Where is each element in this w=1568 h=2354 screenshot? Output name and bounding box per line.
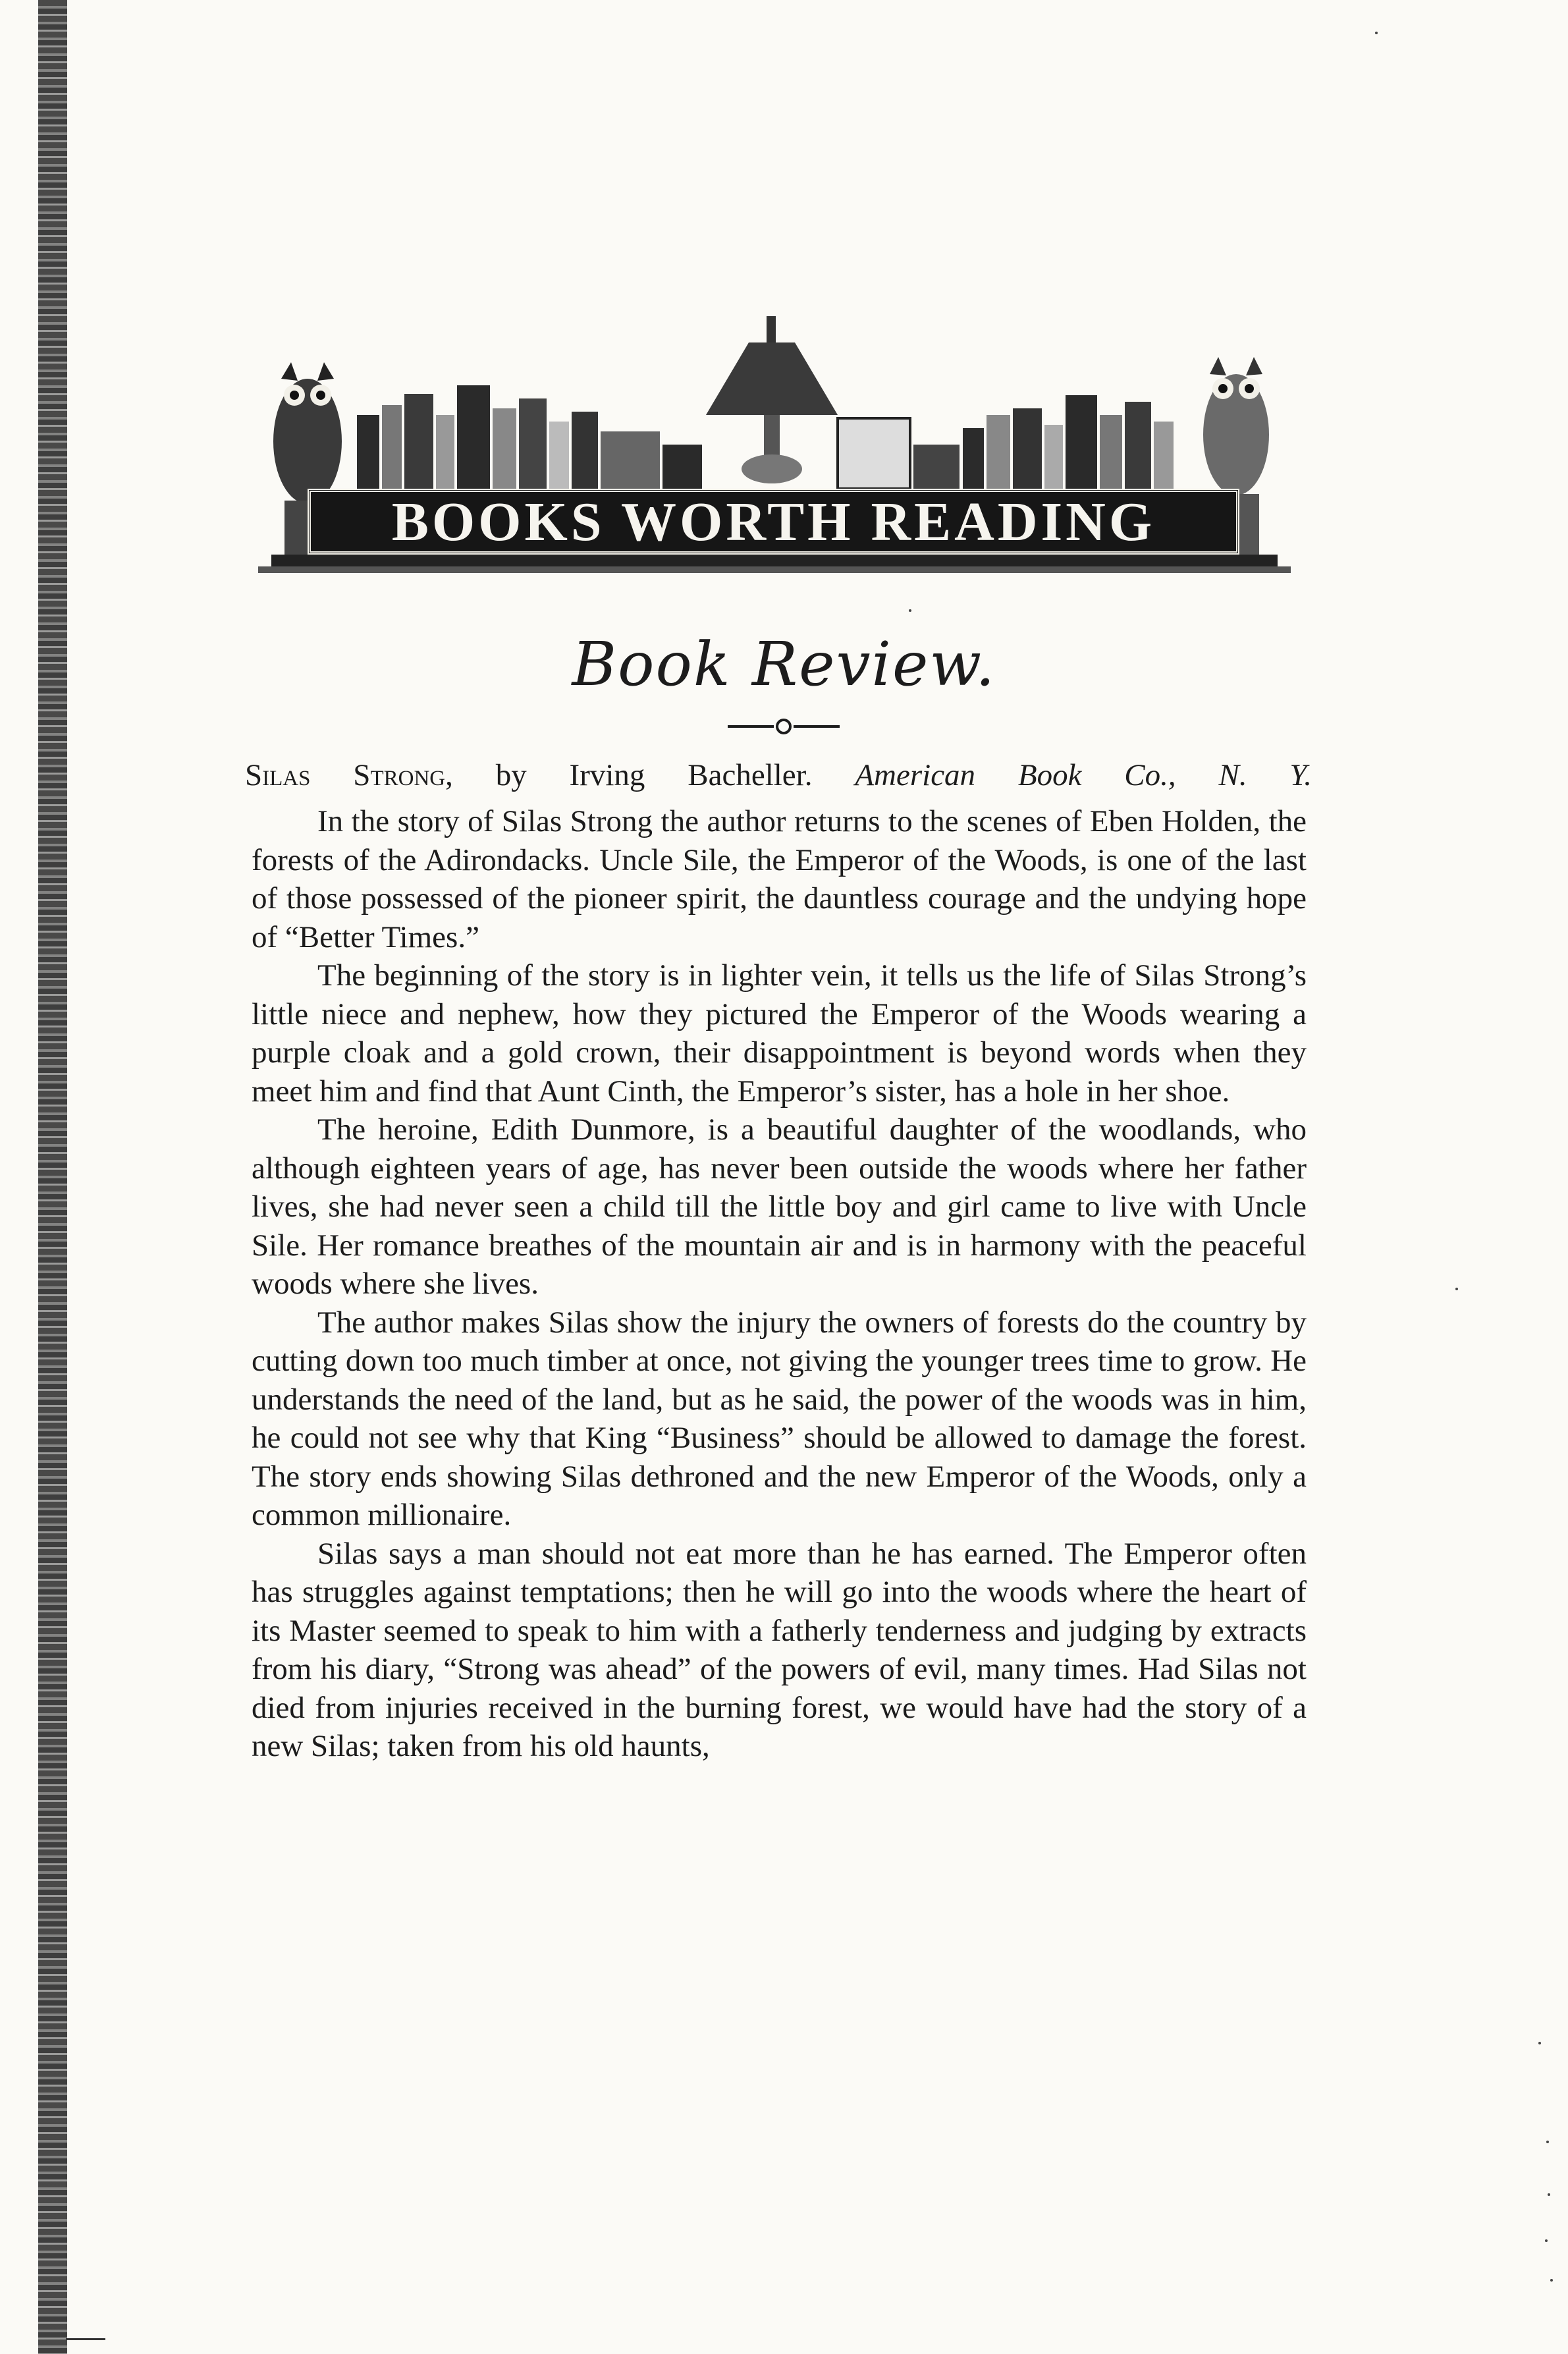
print-speck (1550, 2279, 1553, 2282)
books-banner (245, 316, 1304, 593)
review-paragraph: The author makes Silas show the injury the owners of forests do the country by cutting down too much timber at once, not giving the younger trees time to grow. He understands the need of the land, but as he said, the power of the woods was in him, he could not see why that King “Business” should be allowed to damage the forest. The story ends showing Silas dethroned and the new Emperor of the Woods, only a common millionaire. (252, 1305, 1307, 1532)
book-title: Silas Strong, (245, 758, 453, 792)
banner-title: BOOKS WORTH READING (391, 491, 1156, 553)
book-citation (245, 756, 1312, 794)
review-paragraph: In the story of Silas Strong the author returns to the scenes of Eben Holden, the forests of the Adirondacks. Uncle Sile, the Emperor of the Woods, is one of the last of those possessed of the pioneer spirit, the dauntless courage and the undying hope of “Better Times.” (252, 804, 1307, 954)
print-speck (1455, 1288, 1458, 1290)
review-paragraph: The heroine, Edith Dunmore, is a beautiful daughter of the woodlands, who although eighteen years of age, has never been outside the woods where her father lives, she had never seen a child till the little boy and girl came to live with Uncle Sile. Her romance breathes of the mountain air and is in harmony with the peaceful woods where she lives. (252, 1112, 1307, 1301)
page-spine-shadow (38, 0, 67, 2354)
print-speck (1545, 2239, 1548, 2242)
book-author: by Irving Bacheller. (495, 758, 813, 792)
book-publisher: American Book Co., N. Y. (855, 758, 1312, 792)
review-paragraph: The beginning of the story is in lighter vein, it tells us the life of Silas Strong’s little niece and nephew, how they pictured the Emperor of the Woods wearing a purple cloak and a gold crown, their disappointment is beyond words when they meet him and find that Aunt Cinth, the Emperor’s sister, has a hole in her shoe. (252, 958, 1307, 1109)
print-speck (1548, 2193, 1550, 2196)
books-right-icon (963, 395, 1174, 489)
print-speck (1538, 2042, 1541, 2044)
section-heading: Book Review. (572, 629, 996, 699)
review-paragraph: Silas says a man should not eat more than he has earned. The Emperor often has struggles against temptations; then he will go into the woods where the heart of its Master seemed to speak to him with a fatherly tenderness and judging by extracts from his diary, “Strong was ahead” of the powers of evil, many times. Had Silas not died from injuries received in the burning forest, we would have had the story of a new Silas; taken from his old haunts, (252, 1536, 1307, 1763)
books-left-icon (357, 385, 702, 489)
review-body (252, 802, 1307, 1766)
ornament-divider-icon (721, 715, 846, 738)
spine-tail-mark (66, 2338, 105, 2340)
print-speck (1375, 32, 1378, 34)
lamp-icon (706, 316, 838, 483)
print-speck (1546, 2141, 1549, 2143)
print-speck (909, 609, 911, 612)
banner-title-plate (308, 489, 1239, 555)
